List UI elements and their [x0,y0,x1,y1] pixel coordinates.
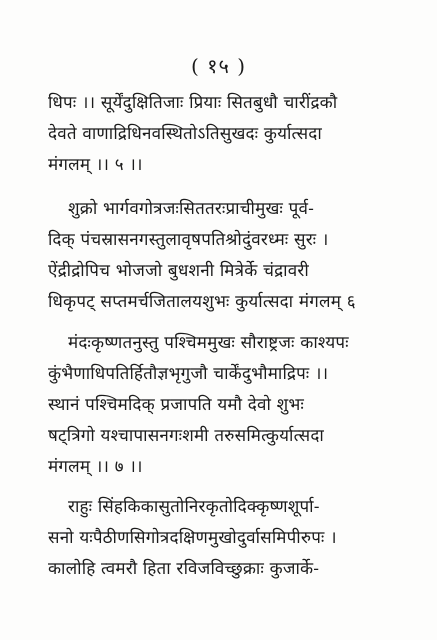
verse-line: मंगलम् ।। ७ ।। [48,457,143,477]
verse-line: राहुः सिंहकिकासुतोनिरकृतोदिक्कृष्णशूर्पा- [68,497,320,517]
verse-line: कुंभैणाधिपतिर्हितौज्ञभृगुजौ चार्केंदुभौमाद्रिपः ।। [48,364,329,384]
verse-line: देवते वाणाद्रिधिनवस्थितोऽतिसुखदः कुर्यात्सदा [48,124,322,144]
verse-line: मंगलम् ।। ५ ।। [48,155,143,175]
verse-line: शुक्रो भार्गवगोत्रजःसिततरःप्राचीमुखः पूर्व- [68,199,315,219]
verse-line: षट्त्रिगो यश्चापासनगःशमी तरुसमित्कुर्यात्सदा [48,426,324,446]
verse-line: कालोहि त्वमरौ हिता रविजविच्छुक्राः कुजार्के- [48,559,320,579]
page-number: ( १५ ) [190,54,247,78]
verse-line: मंदःकृष्णतनुस्तु पश्चिममुखः सौराष्ट्रजः काश्यपः [68,333,349,353]
verse-line: सनो यःपैठीणसिगोत्रदक्षिणमुखोदुर्वासमिपीरुपः । [48,528,337,548]
verse-line: ऐंद्रीद्रोपिच भोजजो बुधशनी मित्रेर्के चंद्रावरी [48,261,309,281]
verse-line: दिक् पंचस्रासनगस्तुलावृषपतिश्रोदुंवरध्मः सुरः । [48,230,329,250]
verse-line: धिपः ।। सूर्येंदुक्षितिजाः प्रियाः सितबुधौ चारींद्रकौ [48,93,338,113]
verse-line: धिकृपट् सप्तमर्चजितालयशुभः कुर्यात्सदा मंगलम् ६ [48,292,356,312]
verse-line: स्थानं पश्चिमदिक् प्रजापति यमौ देवो शुभः [48,395,305,415]
